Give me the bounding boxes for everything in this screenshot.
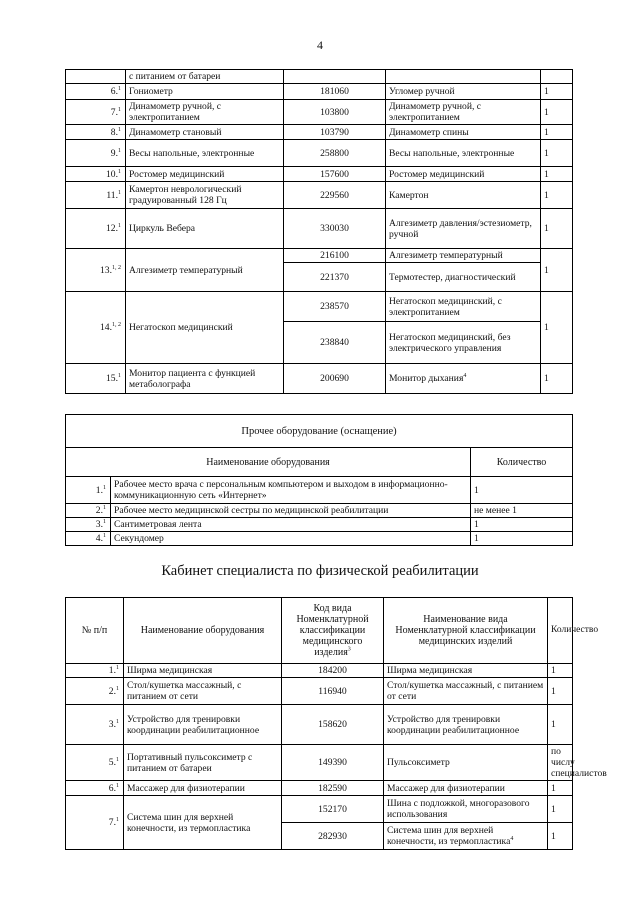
- table-row: [66, 249, 573, 263]
- footnote-ref: 1: [118, 222, 121, 229]
- row-number: [66, 209, 126, 249]
- row-number: [66, 477, 111, 504]
- footnote-ref: 1: [118, 106, 121, 113]
- quantity: 1: [541, 364, 573, 394]
- quantity: 1: [548, 823, 573, 850]
- row-number: [66, 125, 126, 140]
- footnote-ref: 4: [463, 372, 467, 379]
- col-header-equipment-name: Наименование оборудования: [66, 448, 471, 477]
- quantity: 1: [541, 292, 573, 364]
- footnote-ref: 1: [116, 718, 119, 725]
- footnote-ref: 1: [116, 756, 119, 763]
- equipment-name: с питанием от батареи: [126, 70, 284, 84]
- row-number-value: 3.: [95, 519, 103, 530]
- quantity: 1: [541, 167, 573, 182]
- row-number-value: 5.: [108, 757, 116, 768]
- table-row: [66, 678, 573, 705]
- row-number: [66, 705, 124, 745]
- quantity: 1: [541, 140, 573, 167]
- nomenclature-code: 282930: [282, 823, 384, 850]
- equipment-name: Динамометр становый: [126, 125, 284, 140]
- table-row: [66, 209, 573, 249]
- nomenclature-name: Угломер ручной: [386, 84, 541, 100]
- table-row: [66, 167, 573, 182]
- equipment-name: Стол/кушетка массажный, с питанием от сети: [124, 678, 282, 705]
- table-row: [66, 182, 573, 209]
- row-number-value: 13.: [100, 264, 112, 276]
- footnote-ref: 1: [118, 126, 121, 133]
- row-number-value: 7.: [110, 106, 118, 118]
- nomenclature-code: 157600: [284, 167, 386, 182]
- equipment-name: Весы напольные, электронные: [126, 140, 284, 167]
- nomenclature-code: 149390: [282, 745, 384, 781]
- footnote-ref: 1: [116, 782, 119, 789]
- nomenclature-code: 182590: [282, 781, 384, 796]
- row-number-value: 6.: [108, 782, 116, 794]
- table-row: [66, 532, 573, 546]
- row-number: [66, 796, 124, 850]
- nomenclature-name: Массажер для физиотерапии: [384, 781, 548, 796]
- row-number: [66, 664, 124, 678]
- nomenclature-name: Негатоскоп медицинский, с электропитанием: [386, 292, 541, 322]
- footnote-ref: 1: [118, 372, 121, 379]
- nomenclature-name: Алгезиметр температурный: [386, 249, 541, 263]
- table-row: [66, 477, 573, 504]
- equipment-name: Монитор пациента с функцией метаболографа: [126, 364, 284, 394]
- nomenclature-name: Динамометр спины: [386, 125, 541, 140]
- quantity: 1: [541, 182, 573, 209]
- row-number: [66, 781, 124, 796]
- quantity: 1: [471, 532, 573, 546]
- nomenclature-name: Шина с подложкой, многоразового использования: [384, 796, 548, 823]
- footnote-ref: 1: [118, 147, 121, 154]
- other-equipment-table: [65, 414, 573, 546]
- row-number-value: 2.: [95, 505, 103, 516]
- row-number-value: 4.: [95, 533, 103, 544]
- row-number-value: 2.: [108, 685, 116, 697]
- row-number-value: 1.: [108, 665, 116, 676]
- row-number: [66, 182, 126, 209]
- footnote-ref: 1, 2: [112, 321, 121, 328]
- nomenclature-name: Ширма медицинская: [384, 664, 548, 678]
- section-title: Кабинет специалиста по физической реабилитации: [161, 563, 479, 579]
- nomenclature-code: 330030: [284, 209, 386, 249]
- row-number: [66, 504, 111, 518]
- row-number: [66, 249, 126, 292]
- col-header-quantity: Количество: [471, 448, 573, 477]
- quantity: 1: [541, 84, 573, 100]
- nomenclature-code: 181060: [284, 84, 386, 100]
- nomenclature-code: 103800: [284, 100, 386, 125]
- equipment-name: Алгезиметр температурный: [126, 249, 284, 292]
- equipment-name: Ширма медицинская: [124, 664, 282, 678]
- row-number: [66, 70, 126, 84]
- footnote-ref: 1: [116, 816, 119, 823]
- row-number: [66, 292, 126, 364]
- footnote-ref: 1: [118, 168, 121, 175]
- row-number-value: 1.: [95, 484, 103, 496]
- equipment-table-continued: [65, 69, 573, 394]
- col-header-code: Код вида Номенклатурной классификации медицинского изделия$^3$: [282, 598, 384, 664]
- col-header-name: Наименование оборудования: [124, 598, 282, 664]
- footnote-ref: 1: [103, 518, 106, 525]
- row-number: [66, 532, 111, 546]
- footnote-ref: 1: [116, 685, 119, 692]
- row-number-value: 10.: [106, 168, 118, 180]
- rehab-equipment-table: [65, 597, 607, 850]
- footnote-ref: 1: [118, 85, 121, 92]
- nomenclature-code: 200690: [284, 364, 386, 394]
- table-row: [66, 781, 573, 796]
- row-number-value: 8.: [110, 126, 118, 138]
- footnote-ref: 1: [103, 484, 106, 491]
- row-number: [66, 678, 124, 705]
- nomenclature-name-text: Система шин для верхней конечности, из термопластика: [387, 825, 511, 847]
- equipment-name: Рабочее место медицинской сестры по медицинской реабилитации: [111, 504, 471, 518]
- nomenclature-code: 152170: [282, 796, 384, 823]
- equipment-name: Сантиметровая лента: [111, 518, 471, 532]
- footnote-ref: 1, 2: [112, 264, 121, 271]
- row-number: [66, 518, 111, 532]
- nomenclature-name: [386, 70, 541, 84]
- table-row: [66, 664, 573, 678]
- quantity: [541, 70, 573, 84]
- quantity: 1: [471, 518, 573, 532]
- nomenclature-code: 158620: [282, 705, 384, 745]
- row-number: [66, 100, 126, 125]
- quantity: по числу специалистов: [548, 745, 573, 781]
- table-row: [66, 100, 573, 125]
- equipment-name: Устройство для тренировки координации реабилитационное: [124, 705, 282, 745]
- table-row: [66, 518, 573, 532]
- quantity: 1: [548, 678, 573, 705]
- row-number: [66, 745, 124, 781]
- nomenclature-name: Ростомер медицинский: [386, 167, 541, 182]
- nomenclature-code: 116940: [282, 678, 384, 705]
- row-number-value: 11.: [106, 189, 118, 201]
- quantity: 1: [548, 781, 573, 796]
- equipment-name: Массажер для физиотерапии: [124, 781, 282, 796]
- nomenclature-code: 238840: [284, 322, 386, 364]
- footnote-ref: 1: [116, 664, 119, 671]
- footnote-ref: 4: [510, 835, 514, 842]
- nomenclature-code: 238570: [284, 292, 386, 322]
- nomenclature-name: Камертон: [386, 182, 541, 209]
- table-row: [66, 84, 573, 100]
- nomenclature-name: Весы напольные, электронные: [386, 140, 541, 167]
- row-number-value: 7.: [108, 817, 116, 828]
- row-number-value: 15.: [106, 373, 118, 384]
- quantity: 1: [541, 249, 573, 292]
- equipment-name: Ростомер медицинский: [126, 167, 284, 182]
- nomenclature-code: 221370: [284, 263, 386, 292]
- nomenclature-code: 216100: [284, 249, 386, 263]
- footnote-ref: 1: [103, 504, 106, 511]
- quantity: 1: [548, 705, 573, 745]
- row-number-value: 3.: [108, 719, 116, 730]
- nomenclature-name: Термотестер, диагностический: [386, 263, 541, 292]
- row-number: [66, 167, 126, 182]
- quantity: 1: [541, 125, 573, 140]
- table-row: [66, 364, 573, 394]
- row-number-value: 9.: [110, 147, 118, 159]
- other-equipment-title: Прочее оборудование (оснащение): [66, 415, 573, 448]
- row-number-value: 6.: [110, 86, 118, 97]
- quantity: 1: [548, 796, 573, 823]
- row-number-value: 14.: [100, 322, 112, 333]
- nomenclature-code: 229560: [284, 182, 386, 209]
- col-header-quantity: Количество: [548, 598, 573, 664]
- equipment-name: Циркуль Вебера: [126, 209, 284, 249]
- quantity: 1: [471, 477, 573, 504]
- table-row: [66, 796, 573, 823]
- equipment-name: Динамометр ручной, с электропитанием: [126, 100, 284, 125]
- equipment-name: Камертон неврологический градуированный 128 Гц: [126, 182, 284, 209]
- nomenclature-code: 184200: [282, 664, 384, 678]
- footnote-ref: 1: [118, 189, 121, 196]
- quantity: 1: [541, 209, 573, 249]
- table-row: [66, 140, 573, 167]
- nomenclature-code: 103790: [284, 125, 386, 140]
- nomenclature-name: Алгезиметр давления/эстезиометр, ручной: [386, 209, 541, 249]
- nomenclature-name: Негатоскоп медицинский, без электрического управления: [386, 322, 541, 364]
- table-row: [66, 70, 573, 84]
- equipment-name: Секундомер: [111, 532, 471, 546]
- nomenclature-name: [386, 364, 541, 394]
- row-number-value: 12.: [106, 223, 118, 234]
- nomenclature-name: Динамометр ручной, с электропитанием: [386, 100, 541, 125]
- nomenclature-name: Стол/кушетка массажный, с питанием от сети: [384, 678, 548, 705]
- page-number: 4: [317, 38, 323, 52]
- nomenclature-code: 258800: [284, 140, 386, 167]
- row-number: [66, 364, 126, 394]
- equipment-name: Система шин для верхней конечности, из термопластика: [124, 796, 282, 850]
- quantity: 1: [541, 100, 573, 125]
- nomenclature-name-text: Монитор дыхания: [389, 373, 464, 384]
- quantity: 1: [548, 664, 573, 678]
- equipment-name: Гониометр: [126, 84, 284, 100]
- equipment-name: Рабочее место врача с персональным компьютером и выходом в информационно-коммуникационную сеть «Интернет»: [111, 477, 471, 504]
- table-row: [66, 292, 573, 322]
- nomenclature-name: Пульсоксиметр: [384, 745, 548, 781]
- nomenclature-code: [284, 70, 386, 84]
- footnote-ref: 1: [103, 532, 106, 539]
- equipment-name: Негатоскоп медицинский: [126, 292, 284, 364]
- row-number: [66, 84, 126, 100]
- nomenclature-name: Устройство для тренировки координации реабилитационное: [384, 705, 548, 745]
- quantity: не менее 1: [471, 504, 573, 518]
- table-row: [66, 745, 573, 781]
- table-row: [66, 504, 573, 518]
- row-number: [66, 140, 126, 167]
- table-row: [66, 125, 573, 140]
- col-header-number: № п/п: [66, 598, 124, 664]
- nomenclature-name: [384, 823, 548, 850]
- equipment-name: Портативный пульсоксиметр с питанием от батареи: [124, 745, 282, 781]
- table-row: [66, 705, 573, 745]
- col-header-medical-name: Наименование вида Номенклатурной классификации медицинских изделий: [384, 598, 548, 664]
